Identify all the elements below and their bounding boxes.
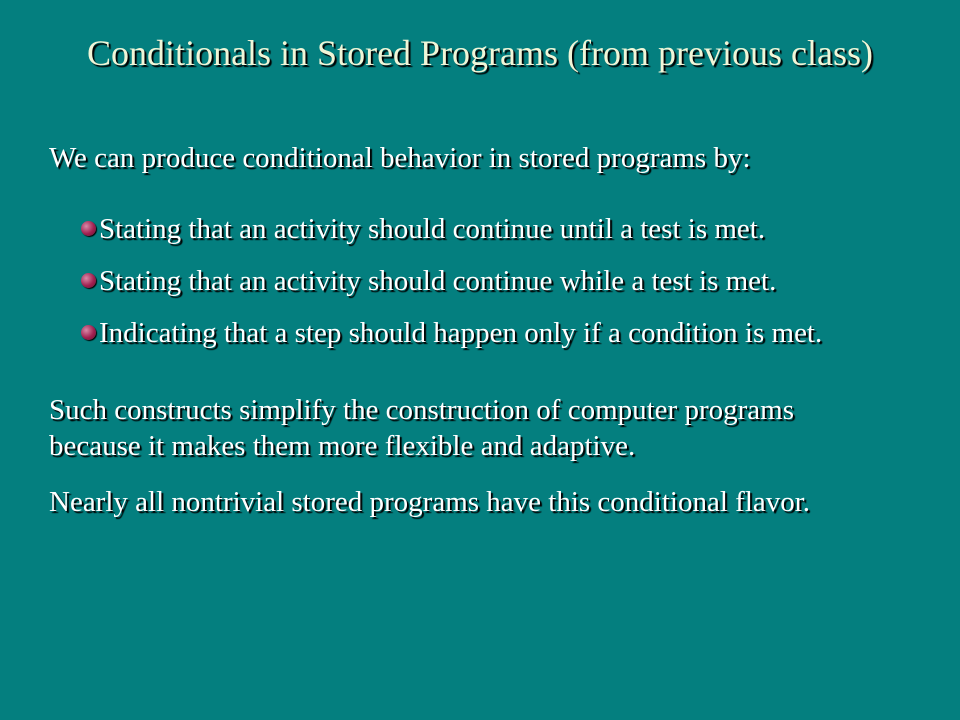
paragraph-nontrivial: Nearly all nontrivial stored programs have this conditional flavor. [49, 486, 811, 518]
bullet-text: Indicating that a step should happen only if a condition is met. [99, 317, 823, 349]
slide-title: Conditionals in Stored Programs (from previous class) [87, 33, 873, 73]
bullet-item [78, 263, 822, 315]
bullet-item [78, 211, 822, 263]
round-bullet-icon [81, 273, 96, 288]
round-bullet-icon [81, 221, 96, 236]
bullet-text: Stating that an activity should continue while a test is met. [99, 265, 777, 297]
bullet-text: Stating that an activity should continue until a test is met. [99, 213, 766, 245]
paragraph-line: Such constructs simplify the construction of computer programs [49, 394, 794, 426]
paragraph-line: because it makes them more flexible and adaptive. [49, 430, 636, 462]
paragraph-constructs [49, 392, 929, 464]
intro-text: We can produce conditional behavior in stored programs by: [49, 142, 751, 174]
bullet-list [78, 211, 822, 367]
round-bullet-icon [81, 325, 96, 340]
bullet-item [78, 315, 822, 367]
